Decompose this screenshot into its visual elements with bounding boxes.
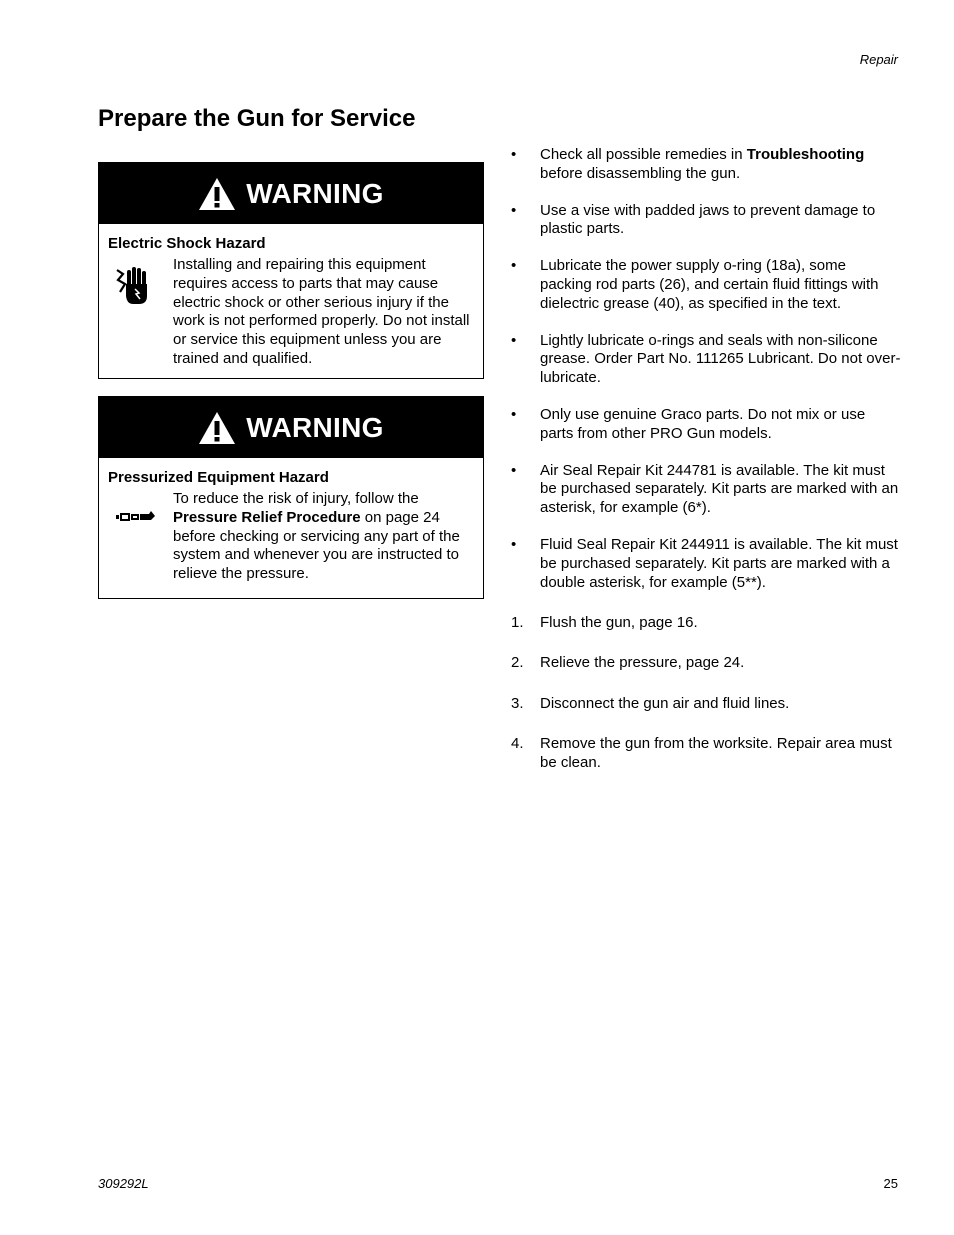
bullet-marker: • (511, 461, 517, 479)
service-instructions (511, 146, 901, 772)
step-number: 4. (511, 734, 524, 752)
bullet-marker: • (511, 535, 517, 553)
list-item (511, 257, 901, 313)
hazard-text: Installing and repairing this equipment requires access to parts that may cause electric shock or other serious injury if the work is not performed properly. Do not install or service this equipment unless you are trained and qualified. (173, 256, 470, 367)
step-number: 3. (511, 694, 524, 712)
list-item-text: Lubricate the power supply o-ring (18a), some packing rod parts (26), and certain fluid fittings with dielectric grease (40), as specified in the text. (540, 257, 879, 312)
troubleshooting-reference: Troubleshooting (746, 146, 865, 163)
step-item (511, 614, 901, 633)
warning-banner (99, 163, 483, 224)
page-title: Prepare the Gun for Service (98, 105, 416, 132)
page-number: 25 (883, 1176, 898, 1191)
warning-banner (99, 397, 483, 458)
step-item (511, 654, 901, 673)
document-number: 309292L (98, 1176, 149, 1191)
bullet-marker: • (511, 331, 517, 349)
step-item (511, 695, 901, 714)
bullet-marker: • (511, 257, 517, 275)
list-item-text-after: before disassembling the gun. (540, 164, 741, 182)
list-item (511, 406, 901, 444)
warning-box-electric-shock (98, 162, 484, 379)
pressurized-gun-icon (115, 510, 157, 524)
step-text: Remove the gun from the worksite. Repair area must be clean. (540, 734, 892, 771)
list-item (511, 202, 901, 240)
hazard-text-before: To reduce the risk of injury, follow the (173, 490, 419, 507)
warning-label: WARNING (246, 177, 384, 209)
header-section-label: Repair (859, 52, 898, 67)
bullet-marker: • (511, 201, 517, 219)
warning-triangle-icon (198, 411, 236, 445)
step-number: 2. (511, 654, 524, 672)
list-item-text (540, 146, 901, 184)
list-item (511, 332, 901, 388)
warning-label: WARNING (246, 411, 384, 443)
step-text: Disconnect the gun air and fluid lines. (540, 694, 790, 712)
bullet-marker: • (511, 405, 517, 423)
list-item (511, 462, 901, 518)
electric-shock-hand-icon (113, 264, 149, 306)
hazard-title: Pressurized Equipment Hazard (108, 469, 329, 486)
hazard-text (173, 490, 473, 584)
bullet-marker: • (511, 146, 517, 163)
list-item (511, 146, 901, 184)
list-item-text: Only use genuine Graco parts. Do not mix or use parts from other PRO Gun models. (540, 405, 866, 442)
warning-box-pressurized-equipment (98, 396, 484, 599)
list-item-text: Use a vise with padded jaws to prevent damage to plastic parts. (540, 201, 876, 238)
step-text: Relieve the pressure, page 24. (540, 654, 745, 672)
hazard-title: Electric Shock Hazard (108, 235, 266, 252)
list-item-text: Fluid Seal Repair Kit 244911 is available. The kit must be purchased separately. Kit parts are marked with a double asterisk, for example (5**). (540, 535, 898, 591)
list-item-text: Lightly lubricate o-rings and seals with non-silicone grease. Order Part No. 111265 Lubricant. Do not over-lubricate. (540, 331, 901, 387)
list-item-text-before: Check all possible remedies in (540, 146, 747, 163)
step-text: Flush the gun, page 16. (540, 614, 698, 632)
warning-triangle-icon (198, 177, 236, 211)
hazard-text-after: on page 24 before checking or servicing any part of the system and whenever you are instructed to relieve the pressure. (173, 508, 460, 583)
list-item (511, 536, 901, 592)
list-item-text: Air Seal Repair Kit 244781 is available. The kit must be purchased separately. Kit parts are marked with an asterisk, for example (6*). (540, 461, 899, 517)
step-item (511, 735, 901, 773)
step-number: 1. (511, 614, 524, 632)
pressure-relief-procedure-reference: Pressure Relief Procedure (173, 508, 361, 526)
